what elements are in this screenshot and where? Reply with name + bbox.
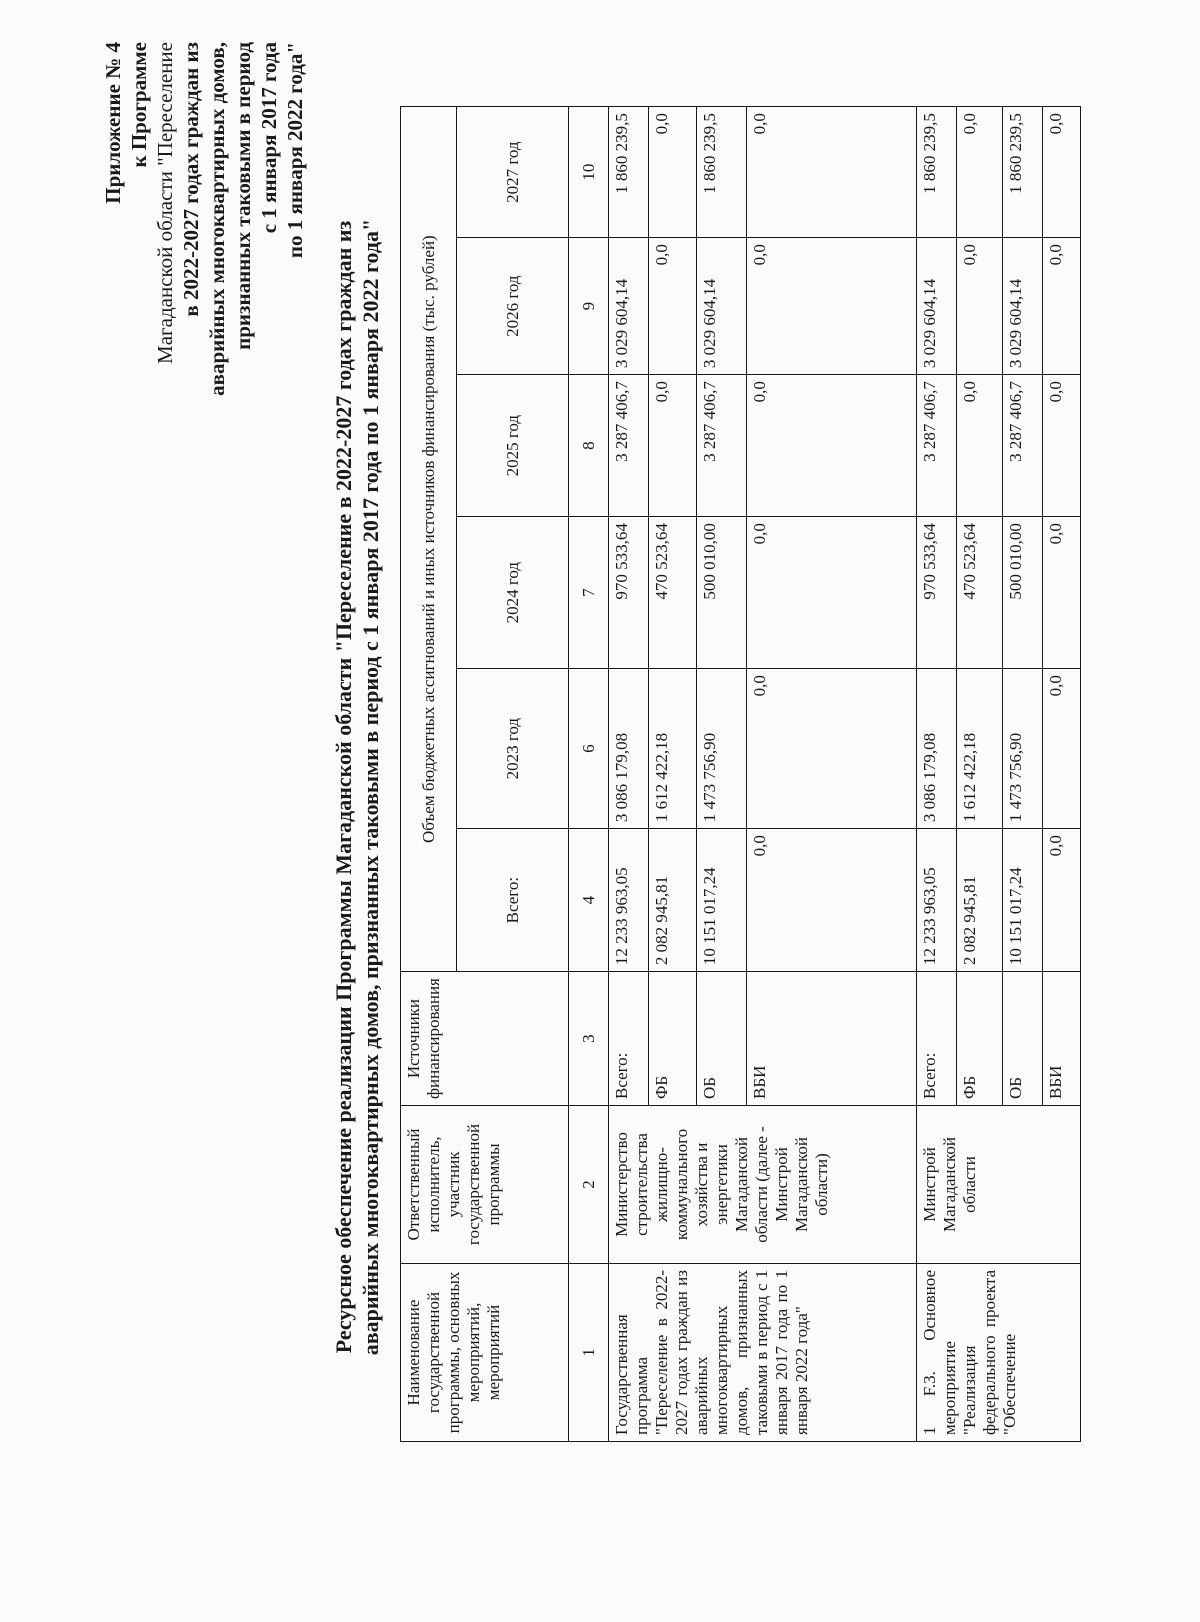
main-activity-executor: Минстрой Магаданской области: [917, 1106, 1081, 1264]
value-total: 12 233 963,05: [609, 829, 649, 972]
header-year-2023: 2023 год: [457, 669, 569, 829]
value-2025: 0,0: [1043, 375, 1081, 517]
value-2027: 1 860 239,5: [697, 107, 747, 238]
main-activity-name: 1 F.3. Основное мероприятие "Реализация федерального проекта "Обеспечение: [917, 1264, 1081, 1442]
header-sources: Источники финансирования: [401, 972, 569, 1106]
value-2027: 0,0: [957, 107, 1003, 238]
column-number: 10: [569, 107, 609, 238]
value-2026: 0,0: [649, 238, 697, 375]
value-2026: 0,0: [957, 238, 1003, 375]
value-2024: 0,0: [1043, 517, 1081, 669]
header-executor: Ответственный исполнитель, участник государственной программы: [401, 1106, 569, 1264]
value-total: 2 082 945,81: [957, 829, 1003, 972]
value-2027: 0,0: [747, 107, 917, 238]
value-2023: 1 473 756,90: [697, 669, 747, 829]
column-number: 8: [569, 375, 609, 517]
funding-source: ОБ: [1003, 972, 1043, 1106]
column-number: 2: [569, 1106, 609, 1264]
funding-source: Всего:: [609, 972, 649, 1106]
header-total: Всего:: [457, 829, 569, 972]
value-2024: 970 533,64: [917, 517, 957, 669]
appendix-block: [100, 42, 308, 462]
funding-source: ВБИ: [747, 972, 917, 1106]
value-2027: 0,0: [649, 107, 697, 238]
value-total: 2 082 945,81: [649, 829, 697, 972]
header-volume: Объем бюджетных ассигнований и иных источников финансирования (тыс. рублей): [401, 107, 457, 972]
value-2025: 3 287 406,7: [697, 375, 747, 517]
appendix-line: в 2022-2027 годах граждан из: [179, 42, 203, 317]
column-number: 4: [569, 829, 609, 972]
column-number: 1: [569, 1264, 609, 1442]
header-year-2027: 2027 год: [457, 107, 569, 238]
value-2024: 470 523,64: [649, 517, 697, 669]
funding-source: Всего:: [917, 972, 957, 1106]
appendix-line: по 1 января 2022 года": [283, 42, 307, 259]
appendix-line: Магаданской области "Переселение: [153, 42, 177, 364]
column-number: 3: [569, 972, 609, 1106]
funding-source: ВБИ: [1043, 972, 1081, 1106]
column-number: 6: [569, 669, 609, 829]
header-year-2025: 2025 год: [457, 375, 569, 517]
value-2026: 3 029 604,14: [697, 238, 747, 375]
value-2024: 500 010,00: [1003, 517, 1043, 669]
document-title-line: аварийных многоквартирных домов, признанных таковыми в период с 1 января 2017 года по 1 января 2022 года": [358, 218, 383, 1356]
value-2027: 0,0: [1043, 107, 1081, 238]
value-2023: 0,0: [1043, 669, 1081, 829]
document-title-line: Ресурсное обеспечение реализации Программы Магаданской области "Переселение в 2022-2027 годах граждан из: [331, 220, 356, 1354]
column-number: 9: [569, 238, 609, 375]
column-number: 7: [569, 517, 609, 669]
value-2025: 0,0: [957, 375, 1003, 517]
column-number-row: [569, 107, 609, 1442]
value-2023: 1 473 756,90: [1003, 669, 1043, 829]
program-executor: Министерство строительства жилищно-коммунального хозяйства и энергетики Магаданской области (далее - Минстрой Магаданской области): [609, 1106, 917, 1264]
table-row: [917, 107, 957, 1442]
appendix-line: признанных таковыми в период: [231, 42, 255, 350]
funding-source: ФБ: [649, 972, 697, 1106]
value-2024: 470 523,64: [957, 517, 1003, 669]
document-title: [330, 132, 384, 1442]
value-2023: 1 612 422,18: [649, 669, 697, 829]
value-2023: 0,0: [747, 669, 917, 829]
value-2025: 0,0: [649, 375, 697, 517]
value-2027: 1 860 239,5: [1003, 107, 1043, 238]
value-2023: 1 612 422,18: [957, 669, 1003, 829]
value-2024: 500 010,00: [697, 517, 747, 669]
value-2027: 1 860 239,5: [917, 107, 957, 238]
appendix-program-ref: к Программе: [127, 42, 151, 168]
value-2025: 3 287 406,7: [1003, 375, 1043, 517]
value-2026: 0,0: [747, 238, 917, 375]
value-2026: 3 029 604,14: [609, 238, 649, 375]
value-2025: 3 287 406,7: [917, 375, 957, 517]
appendix-line: аварийных многоквартирных домов,: [205, 42, 229, 396]
value-2025: 0,0: [747, 375, 917, 517]
value-total: 10 151 017,24: [1003, 829, 1043, 972]
value-2024: 0,0: [747, 517, 917, 669]
value-2025: 3 287 406,7: [609, 375, 649, 517]
value-total: 0,0: [1043, 829, 1081, 972]
value-2026: 0,0: [1043, 238, 1081, 375]
value-2026: 3 029 604,14: [917, 238, 957, 375]
header-name: Наименование государственной программы, основных мероприятий, мероприятий: [401, 1264, 569, 1442]
value-2026: 3 029 604,14: [1003, 238, 1043, 375]
header-year-2024: 2024 год: [457, 517, 569, 669]
value-2023: 3 086 179,08: [609, 669, 649, 829]
program-name: Государственная программа "Переселение в 2022-2027 годах граждан из аварийных многоквартирных домов, признанных таковыми в период с 1 января 2017 года по 1 января 2022 года": [609, 1264, 917, 1442]
value-2027: 1 860 239,5: [609, 107, 649, 238]
resource-table: [400, 106, 1081, 1442]
value-2024: 970 533,64: [609, 517, 649, 669]
value-total: 0,0: [747, 829, 917, 972]
value-total: 12 233 963,05: [917, 829, 957, 972]
appendix-number: Приложение № 4: [101, 42, 125, 204]
value-total: 10 151 017,24: [697, 829, 747, 972]
header-year-2026: 2026 год: [457, 238, 569, 375]
table-row: [609, 107, 649, 1442]
funding-source: ФБ: [957, 972, 1003, 1106]
appendix-line: с 1 января 2017 года: [257, 42, 281, 234]
funding-source: ОБ: [697, 972, 747, 1106]
value-2023: 3 086 179,08: [917, 669, 957, 829]
